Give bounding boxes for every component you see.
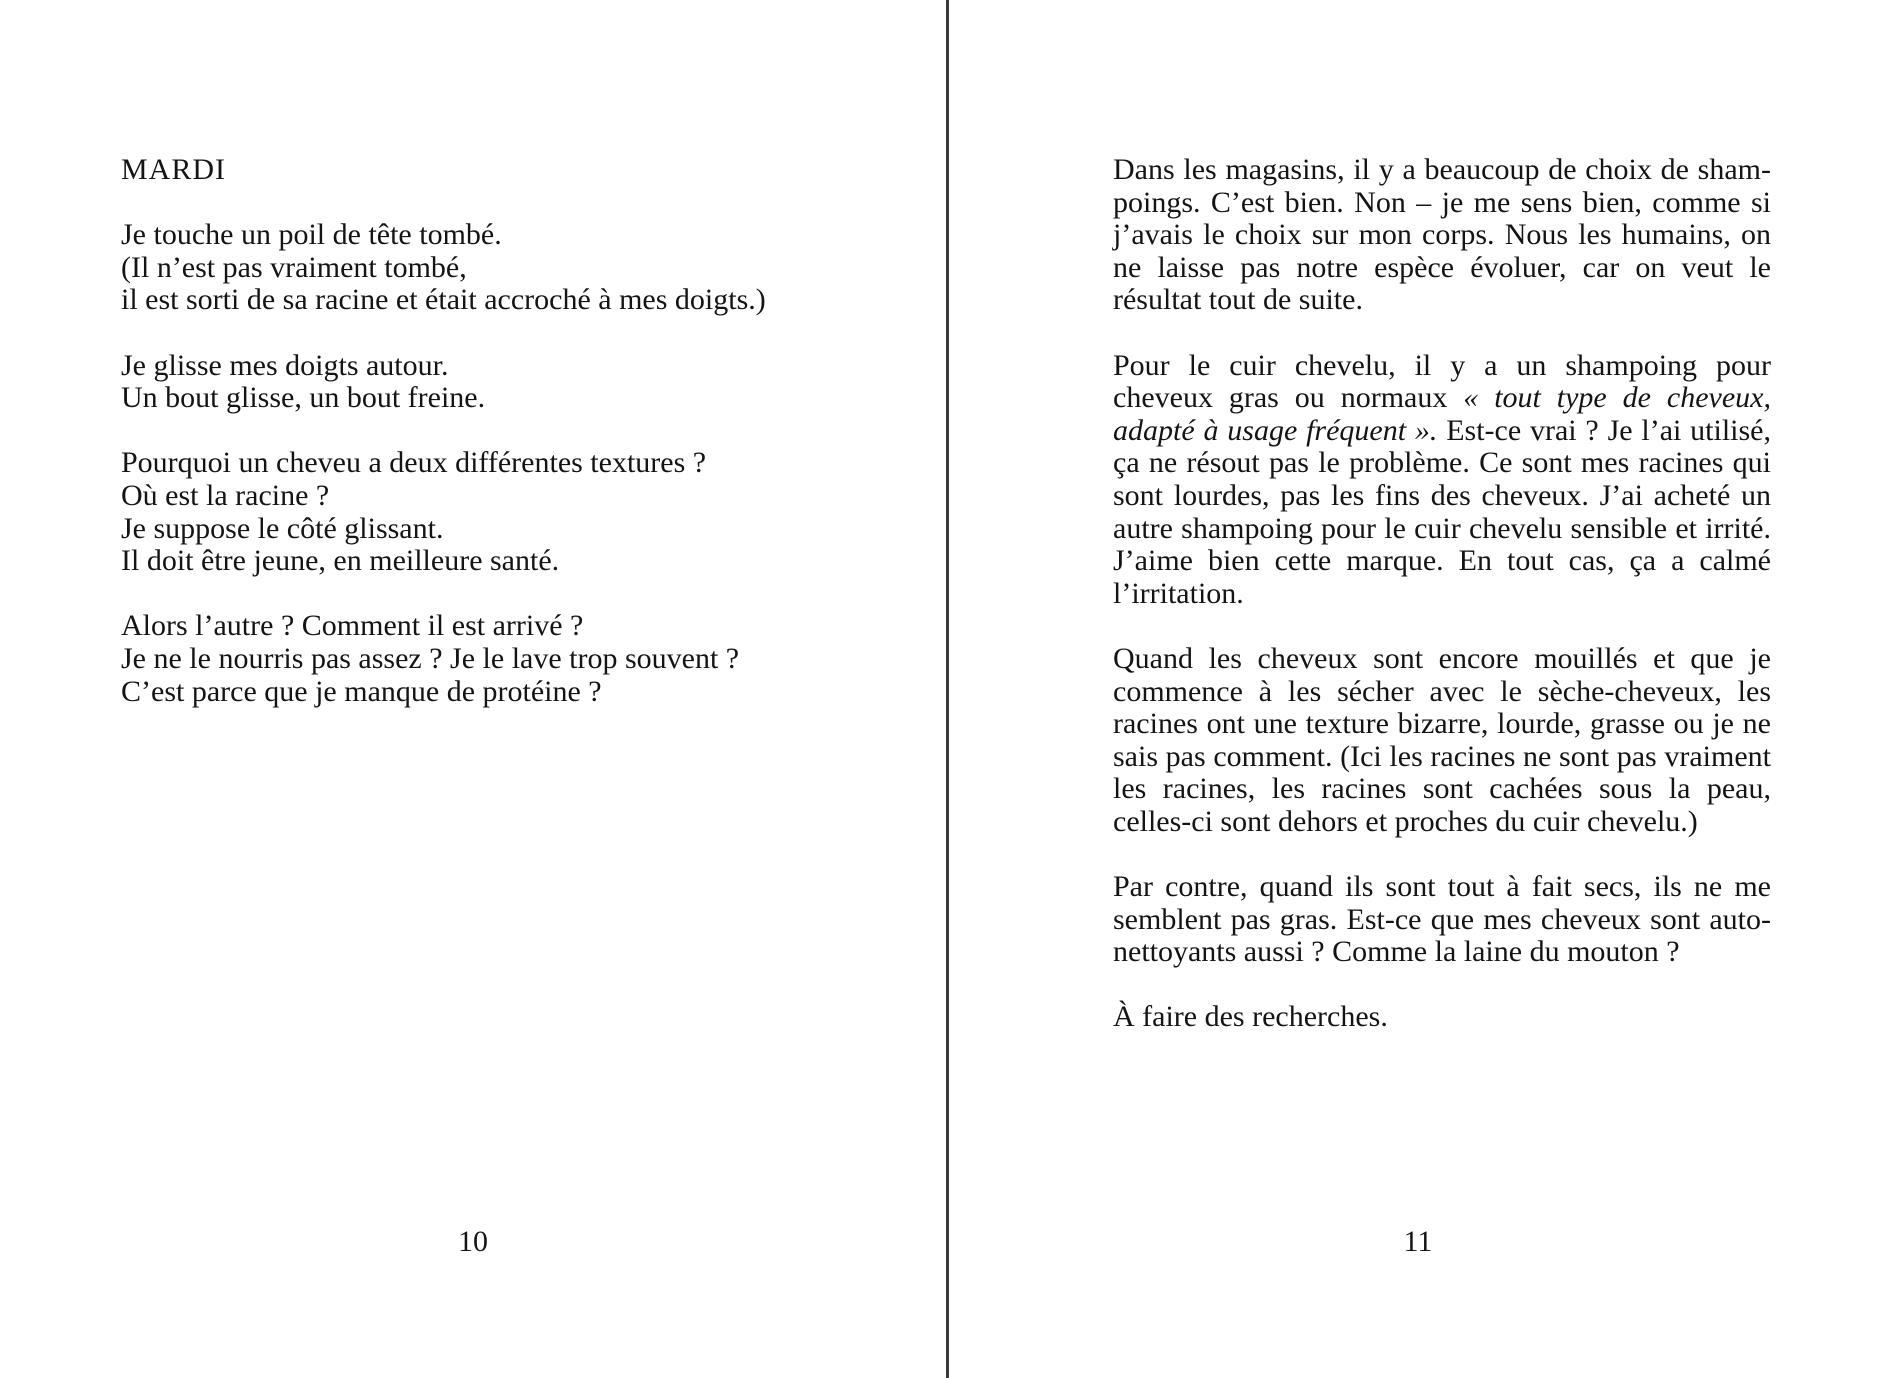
verse-line: Je ne le nourris pas assez ? Je le lave trop souvent ? <box>121 641 740 675</box>
verse-line: Pourquoi un cheveu a deux différentes textures ? <box>121 446 707 480</box>
verse-line: Il doit être jeune, en meilleure santé. <box>121 544 560 578</box>
verse-line: il est sorti de sa racine et était accroché à mes doigts.) <box>121 283 766 317</box>
verse-line: Où est la racine ? <box>121 478 330 512</box>
stanza <box>121 219 881 317</box>
stanza <box>121 447 881 577</box>
verse-line: C’est parce que je manque de protéine ? <box>121 674 602 708</box>
paragraph-text: Pour le cuir chevelu, il y a un shampoing pour cheveux gras ou normaux <box>1113 348 1771 415</box>
paragraph: À faire des recherches. <box>1113 1000 1388 1034</box>
right-page-text <box>1113 154 1771 1067</box>
verse-line: Je touche un poil de tête tombé. <box>121 218 502 252</box>
verse-line: Un bout glisse, un bout freine. <box>121 381 486 415</box>
page-number-left: 10 <box>458 1225 488 1258</box>
page-number-right: 11 <box>1403 1225 1433 1258</box>
verse-line: Je glisse mes doigts autour. <box>121 348 449 382</box>
left-page-text <box>121 154 881 741</box>
section-heading: MARDI <box>121 153 227 186</box>
paragraph <box>1113 350 1771 611</box>
verse-line: Je suppose le côté glissant. <box>121 511 444 545</box>
paragraph: Dans les magasins, il y a beaucoup de choix de shampoings. C’est bien. Non – je me sens bien, comme si j’avais le choix sur mon corps. Nous les humains, on ne laisse pas notre espèce évoluer, car on veut le résultat tout de suite. <box>1113 153 1771 317</box>
stanza <box>121 610 881 708</box>
paragraph: Par contre, quand ils sont tout à fait secs, ils ne me semblent pas gras. Est-ce que mes cheveux sont autonettoyants aussi ? Comme la laine du mouton ? <box>1113 870 1771 969</box>
paragraph: Quand les cheveux sont encore mouillés et que je commence à les sécher avec le sèche-cheveux, les racines ont une texture bizarre, lourde, grasse ou je ne sais pas comment. (Ici les racines ne sont pas vraiment les racines, les racines sont cachées sous la peau, celles-ci sont dehors et proches du cuir chevelu.) <box>1113 641 1771 838</box>
paragraph-text: Est-ce vrai ? Je l’ai utilisé, ça ne résout pas le problème. Ce sont mes racines qui sont lourdes, pas les fins des cheveux. J’ai acheté un autre shampoing pour le cuir chevelu sensible et irrité. J’aime bien cette marque. En tout cas, ça a calmé l’irritation. <box>1113 413 1771 610</box>
verse-line: (Il n’est pas vraiment tombé, <box>121 250 467 284</box>
quoted-label-text: « tout type de cheveux, adapté à usage fréquent ». <box>1113 381 1771 447</box>
stanza <box>121 350 881 415</box>
right-page <box>949 0 1890 1378</box>
verse-line: Alors l’autre ? Comment il est arrivé ? <box>121 609 584 643</box>
